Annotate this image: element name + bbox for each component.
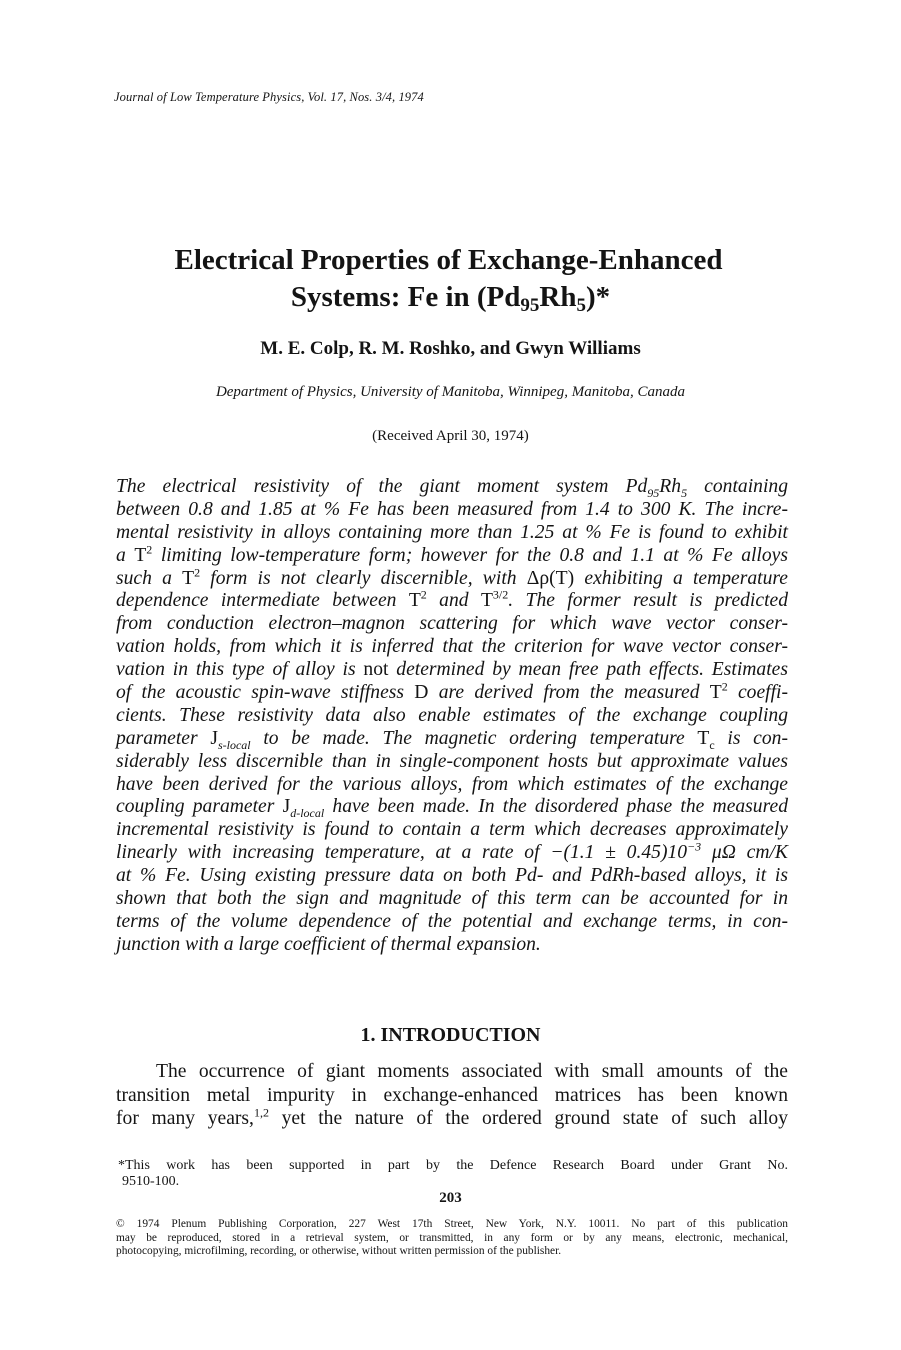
abstract-line: shown that both the sign and magnitude of this term can be accounted for in bbox=[116, 888, 788, 910]
abstract-line: a $T^2$ limiting low-temperature form; however for the 0.8 and 1.1 at % Fe alloys bbox=[116, 542, 788, 566]
footnote bbox=[118, 1158, 788, 1190]
body-line: for many years,$^{1,2}$ yet the nature of the ordered ground state of such alloy bbox=[116, 1105, 788, 1129]
copyright-line: may be reproduced, stored in a retrieval system, or transmitted, in any form or by any means, electronic, mechanical, bbox=[116, 1231, 788, 1244]
abstract-line: such a $T^2$ form is not clearly discernible, with Δρ(T) exhibiting a temperature bbox=[116, 565, 788, 589]
copyright-notice bbox=[116, 1218, 788, 1259]
abstract-line: cients. These resistivity data also enable estimates of the exchange coupling bbox=[116, 704, 788, 726]
abstract bbox=[116, 476, 788, 957]
title-text: )* bbox=[585, 281, 611, 313]
abstract-line: incremental resistivity is found to contain a term which decreases approximately bbox=[116, 819, 788, 841]
received-date: (Received April 30, 1974) bbox=[372, 428, 529, 444]
abstract-line: junction with a large coefficient of thermal expansion. bbox=[116, 933, 541, 955]
body-line: transition metal impurity in exchange-enhanced matrices has been known bbox=[116, 1084, 788, 1106]
abstract-line: of the acoustic spin-wave stiffness D are derived from the measured $T^2$ coeffi- bbox=[116, 679, 789, 704]
journal-citation: Journal of Low Temperature Physics, Vol. 17, Nos. 3/4, 1974 bbox=[114, 90, 424, 104]
footnote-line: 9510-100. bbox=[122, 1174, 180, 1189]
body-line: The occurrence of giant moments associated with small amounts of the bbox=[156, 1061, 788, 1082]
paper-title-line-1: Electrical Properties of Exchange-Enhanced bbox=[174, 244, 723, 276]
footnote-line: *This work has been supported in part by the Defence Research Board under Grant No. bbox=[118, 1158, 788, 1173]
title-subscript: 5 bbox=[576, 295, 586, 316]
title-text: Rh bbox=[539, 281, 577, 313]
page-number: 203 bbox=[439, 1190, 462, 1206]
abstract-line: mental resistivity in alloys containing more than 1.25 at % Fe is found to exhibit bbox=[116, 521, 788, 543]
copyright-line: © 1974 Plenum Publishing Corporation, 227 West 17th Street, New York, N.Y. 10011. No part of this publication bbox=[116, 1218, 788, 1230]
abstract-line: vation holds, from which it is inferred that the criterion for wave vector conser- bbox=[116, 636, 788, 658]
abstract-line: linearly with increasing temperature, at a rate of $-(1.1 \pm 0.45)10^{-3}$ μΩ cm/K bbox=[116, 839, 788, 864]
affiliation: Department of Physics, University of Manitoba, Winnipeg, Manitoba, Canada bbox=[215, 384, 686, 400]
abstract-line: terms of the volume dependence of the potential and exchange terms, in con- bbox=[116, 910, 788, 932]
paper-title-line-2 bbox=[0, 279, 901, 315]
abstract-line: parameter $J_{s-local}$ to be made. The magnetic ordering temperature $T_c$ is con- bbox=[116, 727, 788, 752]
abstract-line: between 0.8 and 1.85 at % Fe has been measured from 1.4 to 300 K. The incre- bbox=[116, 498, 788, 520]
title-text: Systems: Fe in (Pd bbox=[290, 281, 521, 313]
abstract-line: vation in this type of alloy is not determined by mean free path effects. Estimates bbox=[116, 659, 788, 681]
citation-ref: 1,2 bbox=[253, 1105, 269, 1120]
abstract-line: dependence intermediate between $T^2$ and $T^{3/2}$. The former result is predicted bbox=[116, 587, 789, 612]
abstract-line: have been derived for the various alloys, from which estimates of the exchange bbox=[116, 773, 788, 795]
abstract-line: from conduction electron–magnon scattering for which wave vector conser- bbox=[116, 613, 788, 635]
authors: M. E. Colp, R. M. Roshko, and Gwyn Williams bbox=[260, 338, 641, 359]
title-subscript: 95 bbox=[520, 295, 540, 316]
introduction-body bbox=[116, 1060, 788, 1131]
section-heading-introduction: 1. INTRODUCTION bbox=[360, 1024, 541, 1046]
copyright-line: photocopying, microfilming, recording, or otherwise, without written permission of the publisher. bbox=[116, 1245, 562, 1258]
abstract-line: at % Fe. Using existing pressure data on both Pd- and PdRh-based alloys, it is bbox=[116, 865, 788, 887]
abstract-line: The electrical resistivity of the giant moment system $Pd_{95}Rh_5$ containing bbox=[116, 476, 788, 500]
abstract-line: siderably less discernible than in single-component hosts but approximate values bbox=[116, 750, 788, 772]
abstract-line: coupling parameter $J_{d-local}$ have been made. In the disordered phase the measured bbox=[116, 796, 788, 821]
